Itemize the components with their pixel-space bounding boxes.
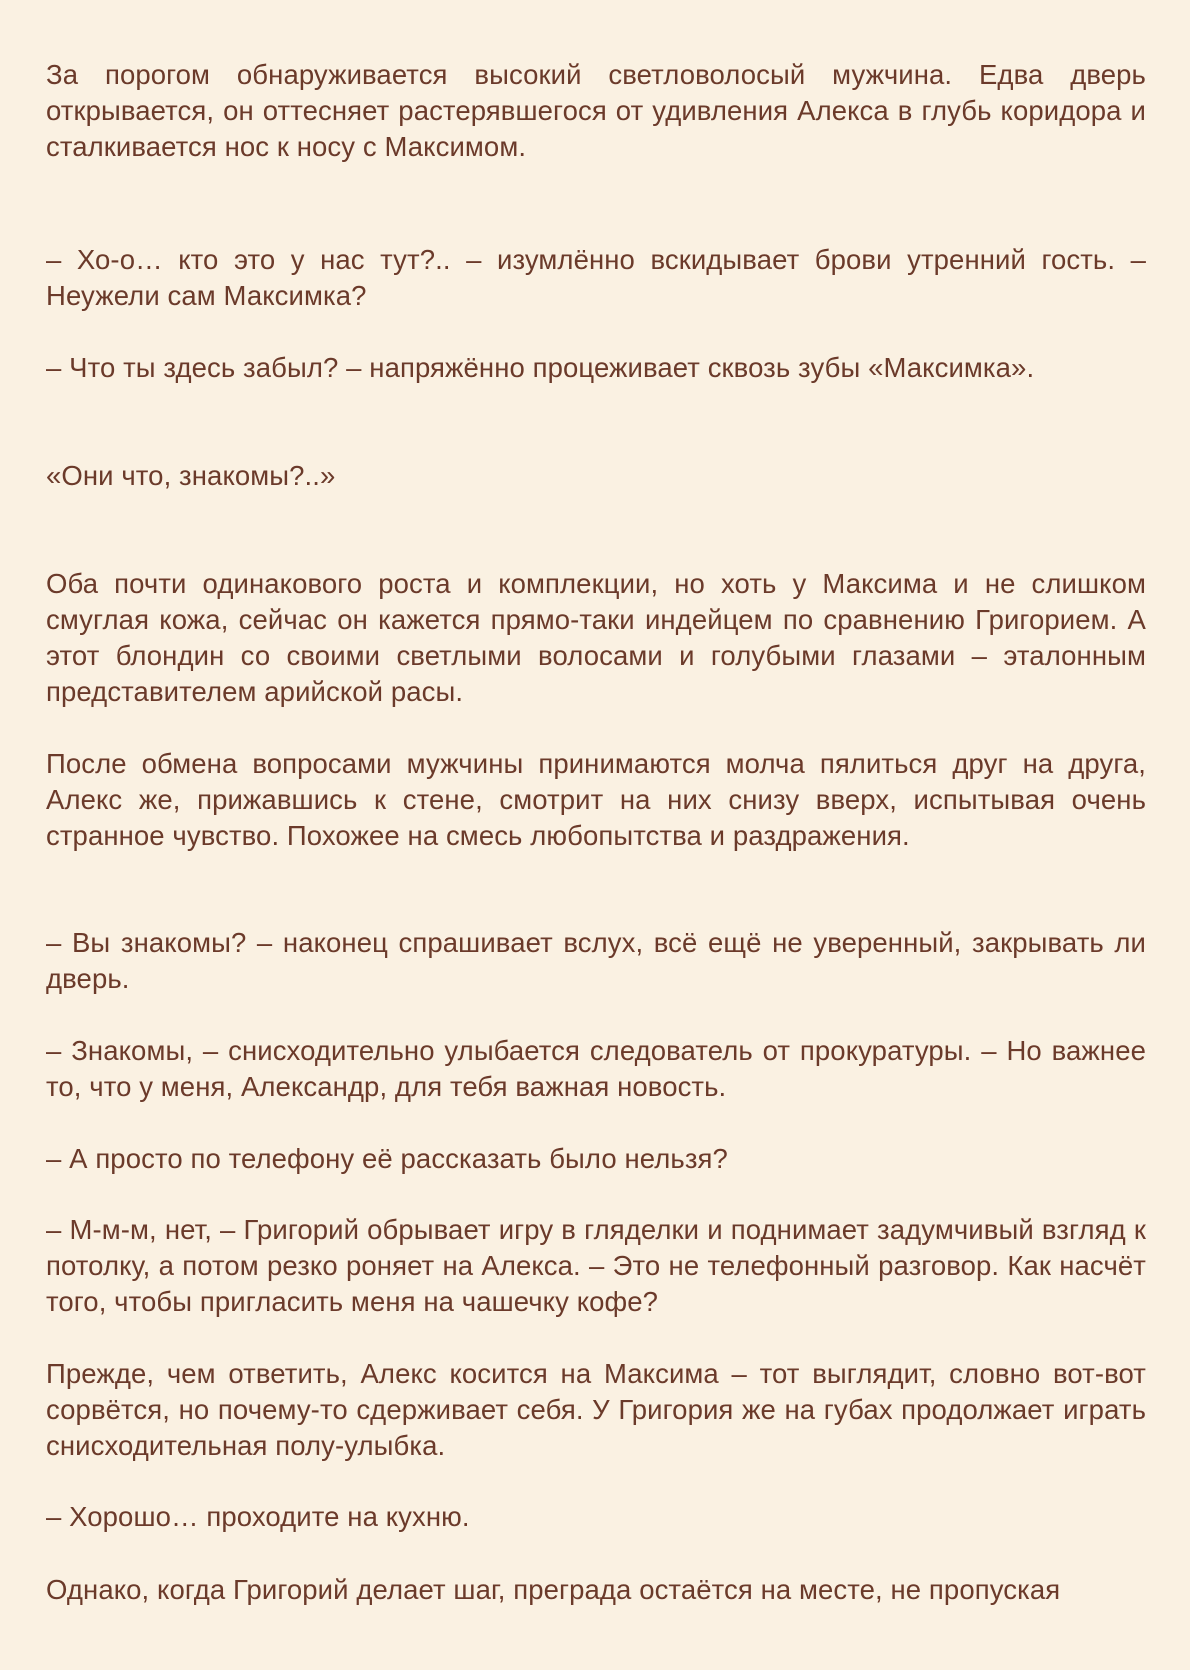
paragraph-13: Однако, когда Григорий делает шаг, преграда остаётся на месте, не пропуская (46, 1574, 1061, 1605)
paragraph-1: За порогом обнаруживается высокий светловолосый мужчина. Едва дверь открывается, он оттесняет растерявшегося от удивления Алекса в глубь коридора и сталкивается нос к носу с Максимом. (46, 59, 1146, 162)
paragraph-3: – Что ты здесь забыл? – напряжённо процеживает сквозь зубы «Максимка». (46, 352, 1035, 383)
paragraph-2: – Хо-о… кто это у нас тут?.. – изумлённо вскидывает брови утренний гость. – Неужели сам Максимка? (46, 244, 1146, 311)
paragraph-5: Оба почти одинакового роста и комплекции, но хоть у Максима и не слишком смуглая кожа, сейчас он кажется прямо-таки индейцем по сравнению Григорием. А этот блондин со своими светлыми волосами и голубыми глазами – эталонным представителем арийской расы. (46, 568, 1146, 707)
paragraph-9: – А просто по телефону её рассказать было нельзя? (46, 1143, 728, 1174)
paragraph-8: – Знакомы, – снисходительно улыбается следователь от прокуратуры. – Но важнее то, что у меня, Александр, для тебя важная новость. (46, 1035, 1146, 1102)
paragraph-12: – Хорошо… проходите на кухню. (46, 1501, 470, 1532)
paragraph-6: После обмена вопросами мужчины принимаются молча пялиться друг на друга, Алекс же, прижавшись к стене, смотрит на них снизу вверх, испытывая очень странное чувство. Похожее на смесь любопытства и раздражения. (46, 748, 1146, 851)
paragraph-10: – М-м-м, нет, – Григорий обрывает игру в гляделки и поднимает задумчивый взгляд к потолку, а потом резко роняет на Алекса. – Это не телефонный разговор. Как насчёт того, чтобы пригласить меня на чашечку кофе? (46, 1214, 1146, 1317)
paragraph-4: «Они что, знакомы?..» (46, 460, 336, 491)
paragraph-7: – Вы знакомы? – наконец спрашивает вслух, всё ещё не уверенный, закрывать ли дверь. (46, 927, 1146, 994)
paragraph-11: Прежде, чем ответить, Алекс косится на Максима – тот выглядит, словно вот-вот сорвётся, но почему-то сдерживает себя. У Григория же на губах продолжает играть снисходительная полу-улыбка. (46, 1358, 1146, 1461)
